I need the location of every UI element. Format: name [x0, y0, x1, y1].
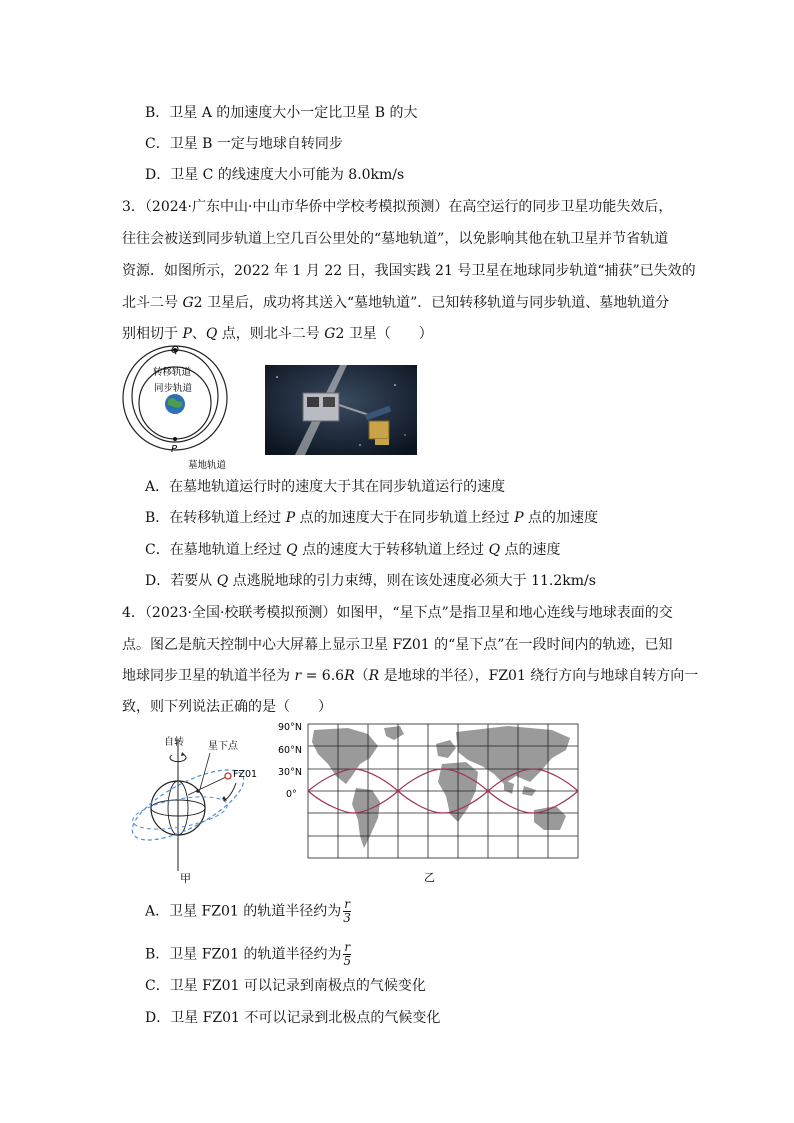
q3-option-b-p2: P [514, 510, 524, 526]
label-q: Q [171, 345, 179, 356]
q3-option-c-b: 点的速度大于转移轨道上经过 [297, 542, 489, 558]
q3-option-c-c: 点的速度 [500, 542, 561, 558]
fig-yi-world-map [278, 718, 580, 884]
point-p-dot [173, 437, 177, 441]
label-grave: 墓地轨道 [188, 460, 227, 471]
option-c-prev: C．卫星 B 一定与地球自转同步 [145, 136, 343, 152]
q4-line-2: 点。图乙是航天控制中心大屏幕上显示卫星 FZ01 的“星下点”在一段时间内的轨迹，已知 [122, 637, 673, 653]
fraction-b-num: r [344, 940, 351, 954]
q3-option-b-b: 点的加速度大于在同步轨道上经过 [295, 510, 515, 526]
q4-line-4: 致，则下列说法正确的是（ ） [122, 699, 332, 715]
q3-option-b-p1: P [285, 510, 296, 526]
lat-60n: 60°N [278, 745, 302, 756]
q3-option-d-b: 点逃脱地球的引力束缚，则在该处速度必须大于 11.2km/s [228, 573, 596, 589]
q3-line-5-g: G [324, 326, 336, 342]
option-b-prev: B．卫星 A 的加速度大小一定比卫星 B 的大 [145, 105, 418, 121]
q4-line-3-r: r [294, 668, 302, 684]
fraction-r-over-5 [342, 941, 352, 968]
lat-0: 0° [286, 789, 297, 800]
q3-orbit-diagram [118, 344, 248, 472]
q3-line-1: 3．（2024·广东中山·中山市华侨中学校考模拟预测）在高空运行的同步卫星功能失效后， [122, 199, 673, 215]
q4-line-3-c: 是地球的半径），FZ01 绕行方向与地球自转方向一 [379, 668, 699, 684]
q4-line-3 [122, 666, 698, 686]
q3-option-d-q: Q [216, 573, 229, 589]
q3-line-4-g: G [182, 295, 194, 311]
caption-yi: 乙 [424, 871, 435, 884]
fraction-a-num: r [344, 897, 350, 911]
satellite-photo [265, 365, 417, 455]
q4-option-a-text: A．卫星 FZ01 的轨道半径约为 [145, 903, 342, 920]
label-subpoint: 星下点 [208, 741, 238, 752]
q3-option-d [145, 571, 596, 591]
q3-option-a: A．在墓地轨道运行时的速度大于其在同步轨道运行的速度 [145, 479, 506, 495]
q3-line-5-q: Q [205, 326, 218, 342]
q3-line-4 [122, 293, 669, 313]
fraction-a-den: 3 [343, 911, 351, 925]
q3-line-4-text-a: 北斗二号 [122, 295, 183, 311]
label-p: P [171, 444, 178, 455]
subpoint-dot [196, 789, 200, 793]
q4-line-3-a: 地球同步卫星的轨道半径为 [122, 668, 295, 684]
q4-line-3-R: R [344, 668, 355, 684]
q4-option-c: C．卫星 FZ01 可以记录到南极点的气候变化 [145, 978, 426, 994]
fraction-r-over-3 [342, 898, 352, 925]
q3-option-d-a: D．若要从 [145, 573, 217, 589]
q4-line-1: 4．（2023·全国·校联考模拟预测）如图甲，“星下点”是指卫星和地心连线与地球表面的交 [122, 605, 673, 621]
fig-jia-earth-diagram [118, 725, 268, 885]
q4-line-3-R2: R [368, 668, 380, 684]
q4-line-3-eq: = 6.6 [301, 668, 345, 684]
q3-option-c-q1: Q [286, 542, 298, 558]
q4-option-b [145, 941, 352, 968]
lat-labels [278, 722, 302, 800]
land-masses [312, 726, 570, 848]
q4-line-3-b: （ [354, 668, 369, 684]
satellite-icon [225, 773, 231, 779]
q3-line-5-text-c: 点，则北斗二号 [217, 326, 325, 342]
label-fz01: FZ01 [233, 769, 258, 780]
q3-line-5-p: P [182, 326, 192, 342]
lat-90n: 90°N [278, 722, 302, 733]
q4-option-a [145, 898, 352, 925]
q4-option-b-text: B．卫星 FZ01 的轨道半径约为 [145, 946, 342, 963]
q4-option-d: D．卫星 FZ01 不可以记录到北极点的气候变化 [145, 1010, 441, 1026]
q3-option-b-a: B．在转移轨道上经过 [145, 510, 286, 526]
option-d-prev: D．卫星 C 的线速度大小可能为 8.0km/s [145, 167, 405, 183]
q3-line-2: 往往会被送到同步轨道上空几百公里处的“墓地轨道”，以免影响其他在轨卫星并节省轨道 [122, 231, 669, 247]
q3-line-5-text-a: 别相切于 [122, 326, 183, 342]
lat-30n: 30°N [278, 767, 302, 778]
label-transfer: 转移轨道 [153, 367, 192, 378]
q3-option-c-q2: Q [488, 542, 501, 558]
label-rotation: 自转 [164, 737, 184, 748]
q3-line-5-text-d: 2 卫星（ ） [335, 326, 433, 342]
q3-option-b [145, 508, 598, 528]
q3-option-c-a: C．在墓地轨道上经过 [145, 542, 287, 558]
q3-line-4-text-b: 2 卫星后，成功将其送入“墓地轨道”．已知转移轨道与同步轨道、墓地轨道分 [193, 295, 670, 311]
q3-line-5 [122, 324, 433, 344]
caption-jia: 甲 [180, 872, 191, 885]
q3-line-3: 资源．如图所示，2022 年 1 月 22 日，我国实践 21 号卫星在地球同步轨道“捕获”已失效的 [122, 263, 696, 279]
q3-option-b-c: 点的加速度 [523, 510, 598, 526]
q3-option-c [145, 540, 561, 560]
q3-line-5-text-b: 、 [191, 326, 206, 342]
fraction-b-den: 5 [343, 954, 352, 968]
label-sync: 同步轨道 [154, 383, 193, 394]
